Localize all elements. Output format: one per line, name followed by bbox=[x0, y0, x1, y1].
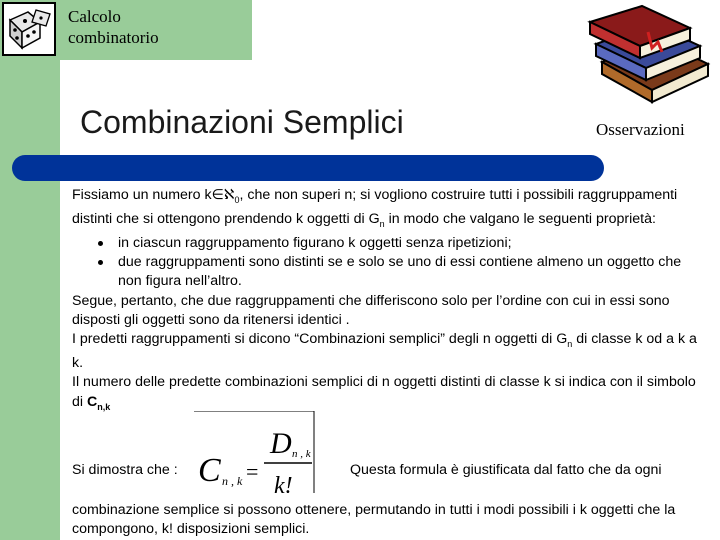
questa-text: Questa formula è giustificata dal fatto che da ogni bbox=[350, 461, 662, 478]
slide-title: Combinazioni Semplici bbox=[80, 104, 404, 140]
course-title-line1: Calcolo bbox=[68, 7, 121, 26]
slide-body bbox=[72, 186, 708, 539]
predetti-text-end: di classe k od a k a k. bbox=[72, 331, 697, 372]
aleph-symbol: ℵ bbox=[223, 187, 235, 203]
intro-paragraph bbox=[72, 186, 708, 234]
predetti-paragraph bbox=[72, 330, 708, 373]
intro-text-end: in modo che valgano le seguenti proprietà: bbox=[384, 211, 656, 228]
formula-numerator-subscript: n , k bbox=[292, 447, 311, 460]
formula-lhs-subscript: n , k bbox=[222, 473, 243, 488]
numero-paragraph bbox=[72, 373, 708, 416]
properties-list bbox=[72, 234, 708, 292]
books-clipart-icon bbox=[582, 2, 718, 110]
dimostra-text: Si dimostra che : bbox=[72, 461, 178, 478]
formula-row bbox=[72, 419, 708, 501]
combination-symbol-subscript: n,k bbox=[97, 401, 111, 412]
bullet-text: due raggruppamenti sono distinti se e solo se uno di essi contiene almeno un oggetto che non figura nell’altro. bbox=[118, 254, 682, 290]
formula-lhs: C bbox=[198, 451, 221, 489]
numero-text: Il numero delle predette combinazioni semplici di n oggetti distinti di classe k si indica con il simbolo di bbox=[72, 374, 696, 410]
left-green-strip bbox=[0, 0, 60, 540]
dice-logo-icon bbox=[2, 2, 56, 56]
course-title bbox=[68, 6, 248, 48]
list-item bbox=[98, 253, 708, 291]
bullet-icon bbox=[98, 241, 103, 246]
predetti-text: I predetti raggruppamenti si dicono “Combinazioni semplici” degli n oggetti di G bbox=[72, 331, 568, 348]
element-of-symbol: ∈ bbox=[211, 187, 224, 203]
aleph-subscript: 0 bbox=[234, 194, 240, 205]
intro-text: Fissiamo un numero k bbox=[72, 187, 212, 203]
formula-denominator: k! bbox=[274, 472, 293, 499]
osservazioni-label: Osservazioni bbox=[596, 120, 685, 139]
bullet-icon bbox=[98, 260, 103, 265]
intro-text-continued: , che non superi n; si vogliono costruire tutti i possibili raggruppamenti distinti che si ottengono prendendo k oggetti di G bbox=[72, 187, 678, 228]
list-item bbox=[98, 234, 708, 253]
closing-paragraph: combinazione semplice si possono ottenere, permutando in tutti i modi possibili i k oggetti che la compongono, k! disposizioni semplici. bbox=[72, 501, 676, 537]
predetti-subscript: n bbox=[567, 338, 573, 349]
formula-numerator: D bbox=[270, 426, 292, 460]
combination-symbol: C bbox=[86, 393, 98, 410]
title-divider-bar bbox=[12, 155, 604, 181]
formula-equals: = bbox=[246, 458, 259, 484]
bullet-text: in ciascun raggruppamento figurano k oggetti senza ripetizioni; bbox=[118, 235, 512, 252]
combination-formula bbox=[190, 411, 350, 503]
segue-paragraph: Segue, pertanto, che due raggruppamenti che differiscono solo per l’ordine con cui in essi sono disposti gli oggetti sono da ritenersi identici . bbox=[72, 292, 670, 328]
course-title-line2: combinatorio bbox=[68, 28, 159, 47]
gn-subscript: n bbox=[379, 218, 385, 229]
